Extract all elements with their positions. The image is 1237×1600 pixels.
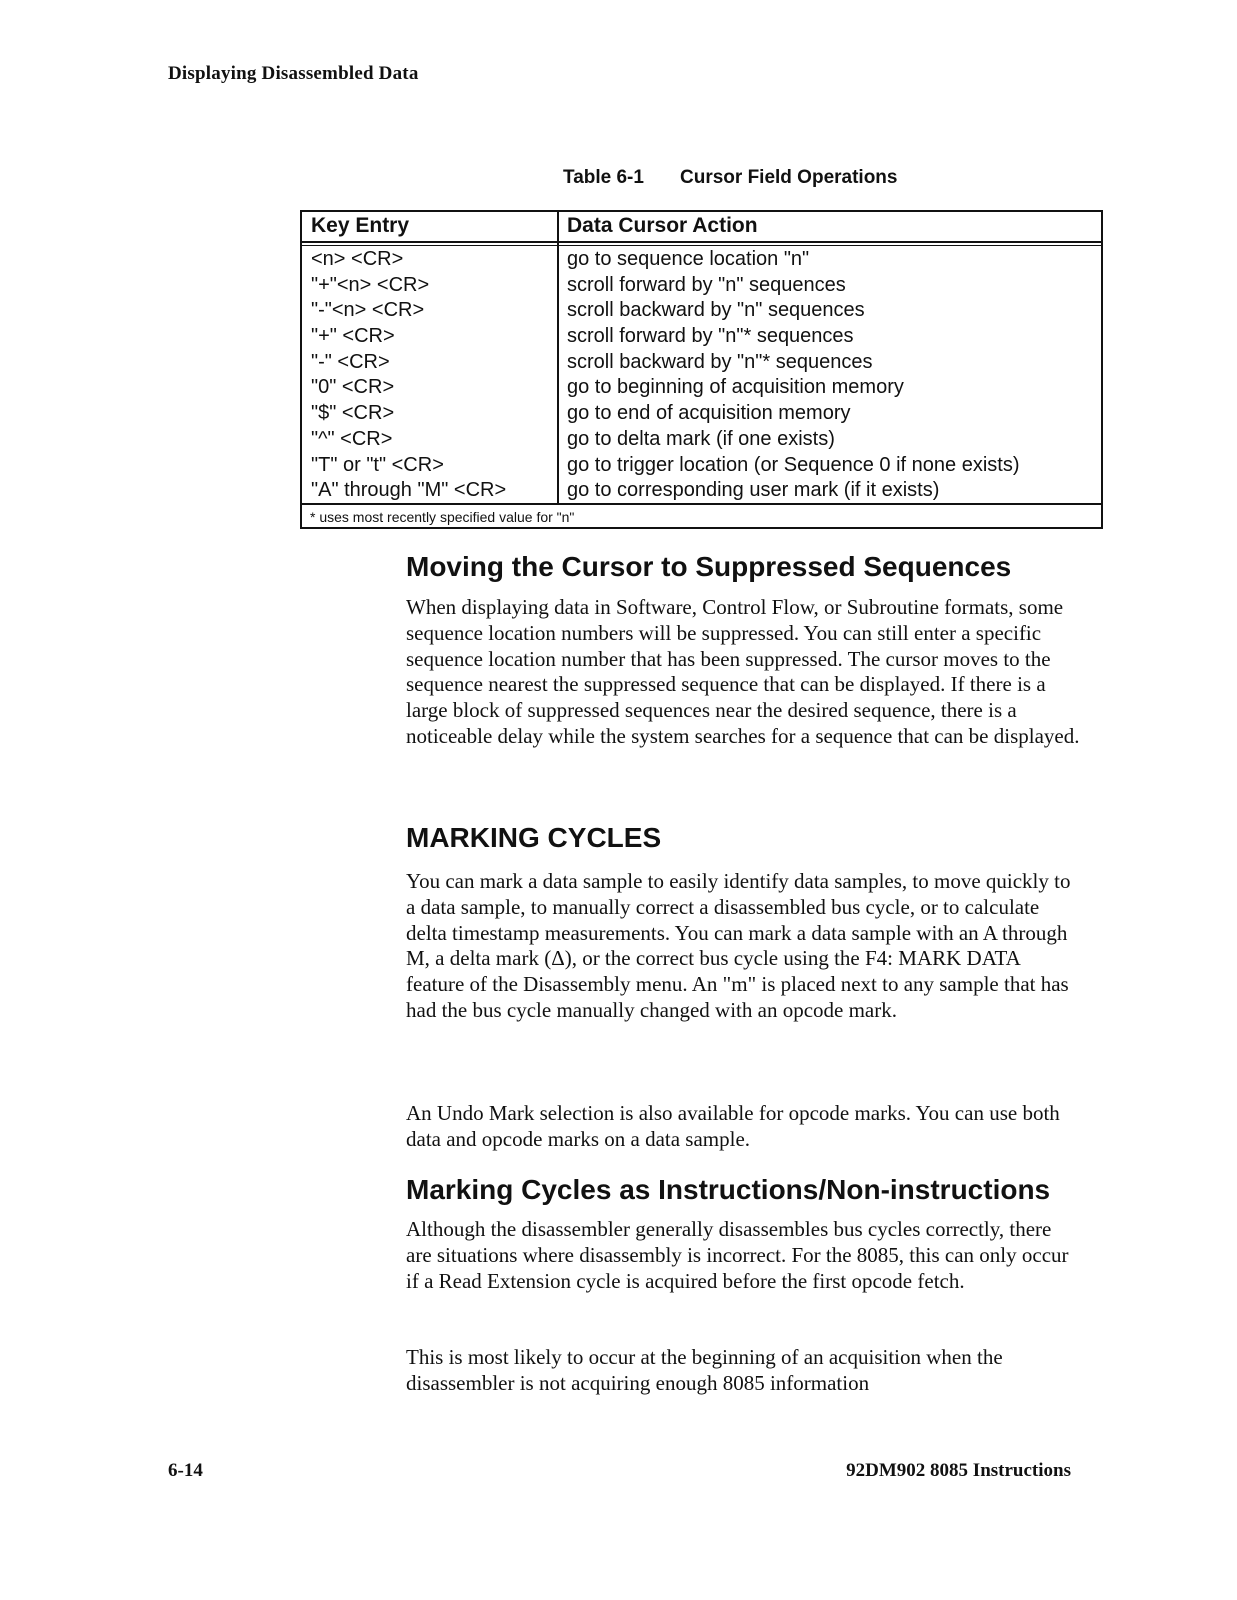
table-row [302, 400, 1101, 426]
table-row [302, 349, 1101, 375]
key-entry-cell: "A" through "M" <CR> [311, 479, 507, 502]
action-cell: scroll forward by "n" sequences [567, 273, 846, 296]
table-row [302, 426, 1101, 452]
key-entry-cell: <n> <CR> [311, 248, 404, 270]
key-entry-cell: "+" <CR> [311, 325, 395, 348]
table-row [302, 272, 1101, 298]
key-entry-cell: "-"<n> <CR> [311, 299, 425, 322]
table-row [302, 297, 1101, 323]
key-entry-cell: "T" or "t" <CR> [311, 453, 444, 476]
action-cell: go to delta mark (if one exists) [567, 427, 835, 450]
action-cell: scroll forward by "n"* sequences [567, 325, 854, 348]
action-cell: go to end of acquisition memory [567, 402, 851, 425]
cursor-field-operations-table [300, 210, 1103, 529]
heading-suppressed-sequences: Moving the Cursor to Suppressed Sequences [406, 551, 1012, 582]
key-entry-cell: "-" <CR> [311, 350, 390, 373]
running-header: Displaying Disassembled Data [168, 63, 419, 84]
heading-marking-cycles: MARKING CYCLES [406, 822, 662, 853]
column-header-key-entry: Key Entry [311, 214, 410, 237]
table-row [302, 323, 1101, 349]
header-rule [302, 241, 1101, 243]
column-header-data-cursor-action: Data Cursor Action [567, 214, 758, 237]
key-entry-cell: "^" <CR> [311, 427, 393, 450]
action-cell: go to trigger location (or Sequence 0 if none exists) [567, 453, 1020, 476]
footnote-rule [302, 503, 1101, 505]
key-entry-cell: "0" <CR> [311, 376, 395, 399]
table-row [302, 452, 1101, 478]
table-caption [563, 167, 897, 189]
action-cell: scroll backward by "n"* sequences [567, 350, 873, 373]
paragraph-suppressed-sequences: When displaying data in Software, Control Flow, or Subroutine formats, some sequence location numbers will be suppressed. You can still enter a specific sequence location number that has been suppressed. The cursor moves to the sequence nearest the suppressed sequence that can be displayed. If there is a large block of suppressed sequences near the desired sequence, there is a noticeable delay while the system searches for a sequence that can be displayed. [406, 595, 1080, 748]
document-title: 92DM902 8085 Instructions [846, 1460, 1071, 1481]
table-row [302, 477, 1101, 503]
key-entry-cell: "$" <CR> [311, 402, 395, 425]
table-row [302, 374, 1101, 400]
action-cell: go to beginning of acquisition memory [567, 376, 904, 399]
table-title: Cursor Field Operations [680, 167, 898, 188]
action-cell: scroll backward by "n" sequences [567, 299, 865, 322]
paragraph-marking-cycles-2: An Undo Mark selection is also available for opcode marks. You can use both data and opcode marks on a data sample. [406, 1101, 1060, 1151]
paragraph-instructions-1: Although the disassembler generally disassembles bus cycles correctly, there are situations where disassembly is incorrect. For the 8085, this can only occur if a Read Extension cycle is acquired before the first opcode fetch. [406, 1217, 1069, 1293]
page-number: 6-14 [168, 1460, 203, 1481]
paragraph-marking-cycles-1: You can mark a data sample to easily identify data samples, to move quickly to a data sample, to manually correct a disassembled bus cycle, or to calculate delta timestamp measurements. You can mark a data sample with an A through M, a delta mark (Δ), or the correct bus cycle using the F4: MARK DATA feature of the Disassembly menu. An "m" is placed next to any sample that has had the bus cycle manually changed with an opcode mark. [406, 869, 1071, 1022]
table-footnote: * uses most recently specified value for "n" [310, 509, 575, 525]
table-number: Table 6-1 [563, 167, 644, 188]
table-body [302, 246, 1101, 503]
action-cell: go to corresponding user mark (if it exists) [567, 479, 940, 502]
heading-instructions-non-instructions: Marking Cycles as Instructions/Non-instructions [406, 1174, 1051, 1205]
paragraph-instructions-2: This is most likely to occur at the beginning of an acquisition when the disassembler is not acquiring enough 8085 information [406, 1345, 1003, 1395]
action-cell: go to sequence location "n" [567, 248, 810, 270]
key-entry-cell: "+"<n> <CR> [311, 273, 430, 296]
table-row [302, 246, 1101, 272]
